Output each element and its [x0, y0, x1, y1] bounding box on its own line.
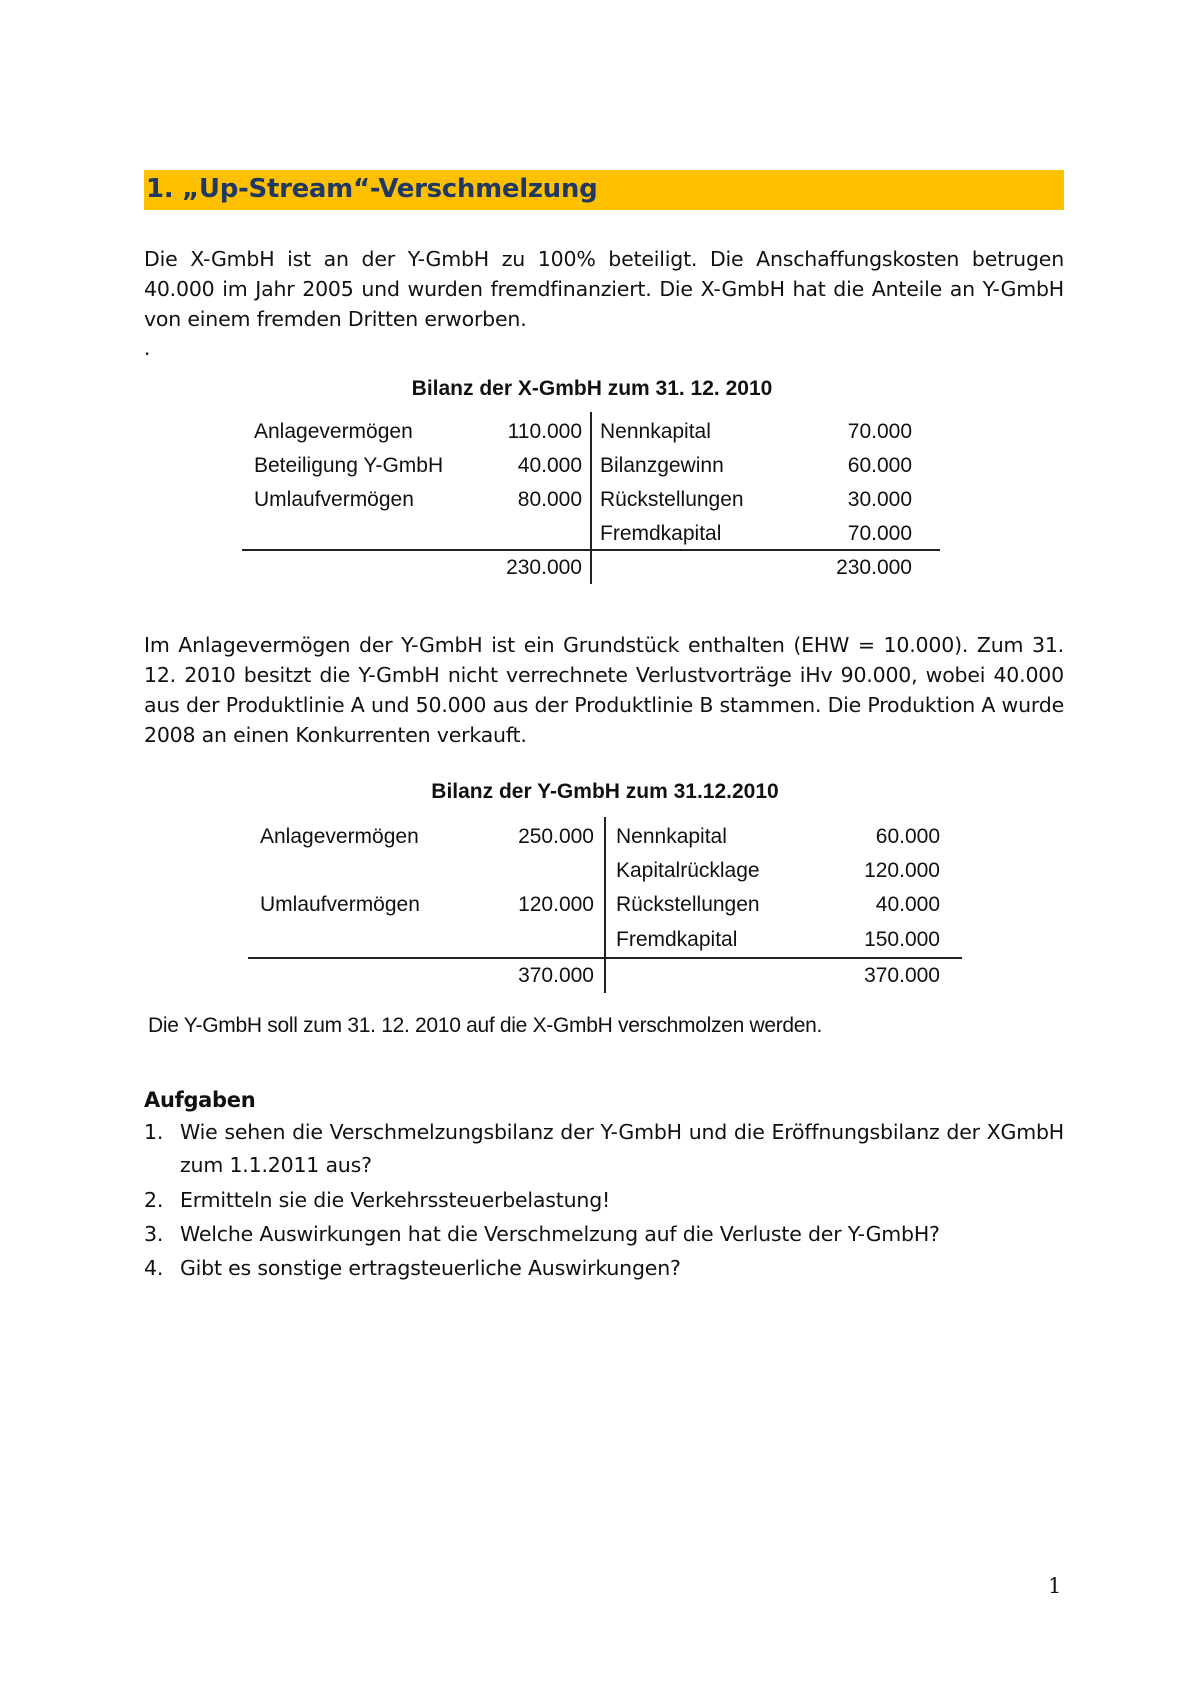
task-item: [144, 1252, 1064, 1285]
task-number: 4.: [144, 1256, 164, 1280]
task-item: [144, 1184, 1064, 1217]
bilanz-y-right-value: 60.000: [875, 825, 940, 848]
intro-paragraph: Die X-GmbH ist an der Y-GmbH zu 100% beteiligt. Die Anschaffungskosten betrugen 40.000 im Jahr 2005 und wurden fremdfinanziert. Die X-GmbH hat die Anteile an Y-GmbH von einem fremden Dritten erworben.: [144, 247, 1064, 331]
bilanz-x-right-label: Fremdkapital: [600, 522, 722, 545]
bilanz-y-right-value: 120.000: [864, 859, 940, 882]
bilanz-x-total-rule: [242, 549, 940, 551]
bilanz-x-right-label: Bilanzgewinn: [600, 454, 724, 477]
task-number: 2.: [144, 1188, 164, 1212]
tasks-heading: Aufgaben: [144, 1088, 256, 1112]
bilanz-y-right-label: Rückstellungen: [616, 893, 760, 916]
stray-dot: .: [144, 336, 151, 360]
page-number: 1: [1048, 1574, 1062, 1598]
second-paragraph: Im Anlagevermögen der Y-GmbH ist ein Grundstück enthalten (EHW = 10.000). Zum 31. 12. 2010 besitzt die Y-GmbH nicht verrechnete Verlustvorträge iHv 90.000, wobei 40.000 aus der Produktlinie A und 50.000 aus der Produktlinie B stammen. Die Produktion A wurde 2008 an einen Konkurrenten verkauft.: [144, 633, 1064, 747]
bilanz-x-left-value: 80.000: [517, 488, 582, 511]
bilanz-y-left-value: 120.000: [518, 893, 594, 916]
task-text: Welche Auswirkungen hat die Verschmelzung auf die Verluste der Y-GmbH?: [180, 1222, 940, 1246]
bilanz-y-right-value: 150.000: [864, 928, 940, 951]
task-item: [144, 1116, 1064, 1182]
bilanz-x-title: Bilanz der X-GmbH zum 31. 12. 2010: [411, 377, 773, 400]
bilanz-y-total-rule: [248, 957, 962, 959]
bilanz-y-right-label: Nennkapital: [616, 825, 727, 848]
task-text: Ermitteln sie die Verkehrssteuerbelastung!: [180, 1188, 611, 1212]
bilanz-x-right-label: Rückstellungen: [600, 488, 744, 511]
section-heading-bar: [144, 170, 1064, 210]
bilanz-x-right-value: 30.000: [847, 488, 912, 511]
bilanz-y-total-left: 370.000: [518, 964, 594, 987]
bilanz-x-left-value: 110.000: [507, 420, 582, 443]
bilanz-y-left-label: Anlagevermögen: [260, 825, 419, 848]
section-heading: 1. „Up-Stream“-Verschmelzung: [146, 174, 598, 204]
bilanz-y-title: Bilanz der Y-GmbH zum 31.12.2010: [431, 780, 779, 803]
bilanz-y-left-label: Umlaufvermögen: [260, 893, 420, 916]
bilanz-x-right-value: 70.000: [847, 522, 912, 545]
bilanz-x-right-value: 70.000: [847, 420, 912, 443]
bilanz-x-left-label: Beteiligung Y-GmbH: [254, 454, 444, 477]
merger-statement: Die Y-GmbH soll zum 31. 12. 2010 auf die X-GmbH verschmolzen werden.: [148, 1014, 823, 1037]
task-number: 3.: [144, 1222, 164, 1246]
bilanz-x-left-value: 40.000: [517, 454, 582, 477]
bilanz-x-total-left: 230.000: [506, 556, 582, 579]
bilanz-y-right-value: 40.000: [875, 893, 940, 916]
task-text: Gibt es sonstige ertragsteuerliche Auswirkungen?: [180, 1256, 681, 1280]
bilanz-y-left-value: 250.000: [518, 825, 594, 848]
task-text: Wie sehen die Verschmelzungsbilanz der Y-GmbH und die Eröffnungsbilanz der XGmbH zum 1.1.2011 aus?: [180, 1120, 1064, 1177]
bilanz-x-left-label: Anlagevermögen: [254, 420, 413, 443]
bilanz-y-table: [248, 817, 964, 993]
bilanz-y-divider: [604, 817, 606, 993]
bilanz-y-right-label: Kapitalrücklage: [616, 859, 760, 882]
bilanz-x-right-value: 60.000: [847, 454, 912, 477]
bilanz-x-table: [242, 412, 942, 584]
bilanz-x-total-right: 230.000: [836, 556, 912, 579]
bilanz-x-left-label: Umlaufvermögen: [254, 488, 414, 511]
task-number: 1.: [144, 1120, 164, 1144]
bilanz-x-divider: [590, 412, 592, 584]
task-item: [144, 1218, 1064, 1251]
bilanz-y-right-label: Fremdkapital: [616, 928, 738, 951]
bilanz-x-right-label: Nennkapital: [600, 420, 711, 443]
bilanz-y-total-right: 370.000: [864, 964, 940, 987]
